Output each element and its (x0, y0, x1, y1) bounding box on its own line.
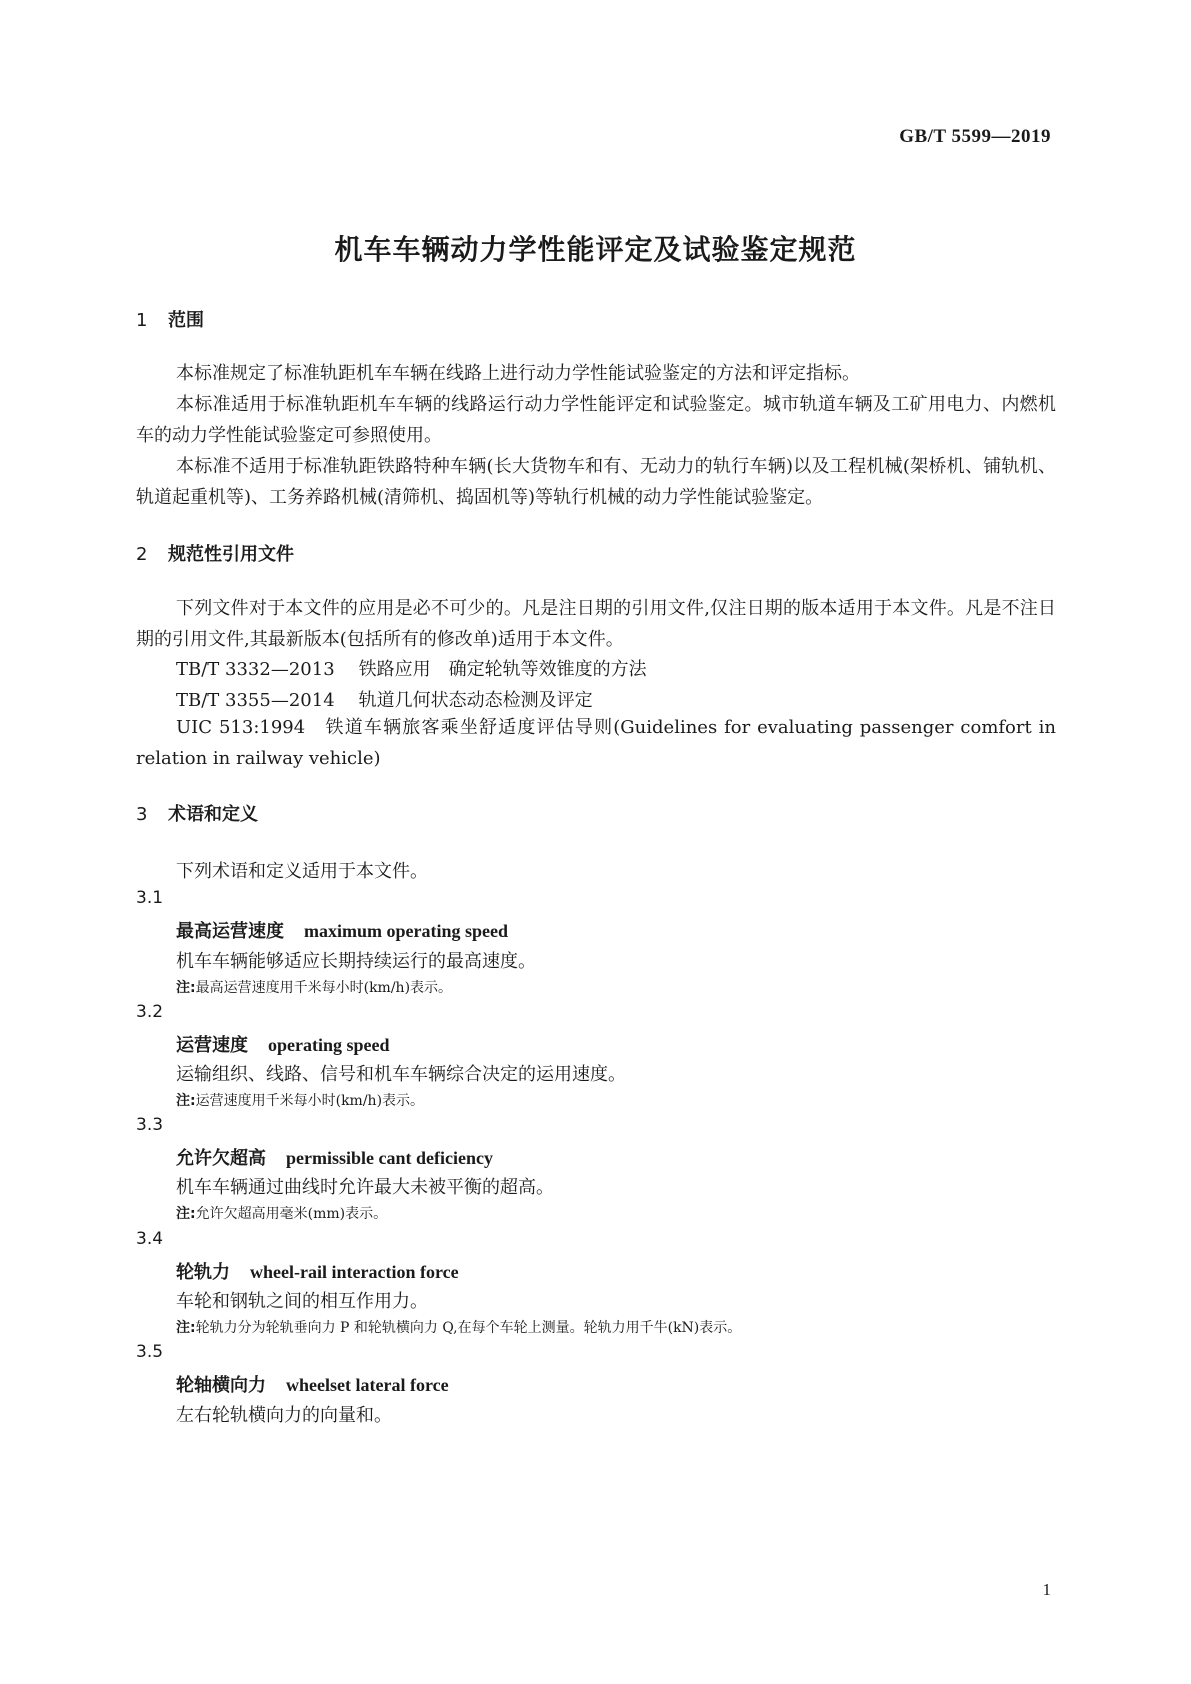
term-name-english: operating speed (268, 1035, 390, 1055)
term-note (176, 977, 452, 997)
term-number: 3.2 (136, 1002, 164, 1022)
standard-number: GB/T 5599—2019 (899, 126, 1051, 147)
term-name (176, 1144, 493, 1170)
document-title: 机车车辆动力学性能评定及试验鉴定规范 (334, 233, 857, 266)
term-definition: 机车车辆通过曲线时允许最大未被平衡的超高。 (176, 1177, 554, 1198)
term-name-chinese: 允许欠超高 (176, 1148, 266, 1169)
term-name (176, 1031, 390, 1057)
term-note (176, 1203, 387, 1223)
term-name-english: maximum operating speed (304, 921, 508, 941)
term-definition: 车轮和钢轨之间的相互作用力。 (176, 1291, 428, 1312)
note-text: 轮轨力分为轮轨垂向力 P 和轮轨横向力 Q,在每个车轮上测量。轮轨力用千牛(kN)表示。 (195, 1320, 742, 1336)
term-name (176, 917, 508, 943)
section-3-heading (136, 800, 258, 826)
section-title: 范围 (168, 310, 204, 331)
note-text: 允许欠超高用毫米(mm)表示。 (195, 1206, 388, 1222)
term-name-english: wheel-rail interaction force (250, 1262, 459, 1282)
term-name-chinese: 最高运营速度 (176, 921, 284, 942)
section-2-paragraph-1: 下列文件对于本文件的应用是必不可少的。凡是注日期的引用文件,仅注日期的版本适用于本文件。凡是不注日期的引用文件,其最新版本(包括所有的修改单)适用于本文件。 (136, 598, 1056, 650)
reference-code: TB/T 3355—2014 (176, 690, 335, 711)
section-1-heading (136, 306, 204, 332)
section-number: 2 (136, 544, 148, 565)
term-note (176, 1090, 424, 1110)
note-label: 注: (176, 1320, 196, 1336)
term-name (176, 1371, 449, 1397)
term-name-english: wheelset lateral force (286, 1375, 449, 1395)
term-note (176, 1317, 741, 1337)
section-1-paragraph-3: 本标准不适用于标准轨距铁路特种车辆(长大货物车和有、无动力的轨行车辆)以及工程机械(架桥机、铺轨机、轨道起重机等)、工务养路机械(清筛机、捣固机等)等轨行机械的动力学性能试验鉴定。 (136, 456, 1056, 508)
term-name-english: permissible cant deficiency (286, 1148, 493, 1168)
section-title: 规范性引用文件 (168, 544, 294, 565)
note-label: 注: (176, 980, 196, 996)
section-3-intro: 下列术语和定义适用于本文件。 (176, 861, 428, 882)
section-1-paragraph-2: 本标准适用于标准轨距机车车辆的线路运行动力学性能评定和试验鉴定。城市轨道车辆及工矿用电力、内燃机车的动力学性能试验鉴定可参照使用。 (136, 394, 1056, 446)
note-text: 最高运营速度用千米每小时(km/h)表示。 (195, 980, 453, 996)
term-number: 3.1 (136, 888, 164, 908)
term-definition: 机车车辆能够适应长期持续运行的最高速度。 (176, 951, 536, 972)
term-number: 3.3 (136, 1115, 164, 1135)
page-number: 1 (1042, 1580, 1051, 1599)
note-label: 注: (176, 1206, 196, 1222)
term-definition: 左右轮轨横向力的向量和。 (176, 1405, 392, 1426)
reference-item (176, 686, 593, 712)
term-name-chinese: 轮轨力 (176, 1262, 230, 1283)
reference-item (176, 655, 647, 681)
section-2-heading (136, 540, 294, 566)
term-number: 3.5 (136, 1342, 164, 1362)
reference-item-uic: UIC 513:1994 铁道车辆旅客乘坐舒适度评估导则(Guidelines for evaluating passenger comfort in relation in railway vehicle) (136, 717, 1056, 769)
section-title: 术语和定义 (168, 804, 258, 825)
note-text: 运营速度用千米每小时(km/h)表示。 (195, 1093, 425, 1109)
term-name-chinese: 运营速度 (176, 1035, 248, 1056)
section-number: 3 (136, 804, 148, 825)
term-definition: 运输组织、线路、信号和机车车辆综合决定的运用速度。 (176, 1064, 626, 1085)
reference-title: 铁路应用 确定轮轨等效锥度的方法 (358, 659, 647, 680)
reference-title: 轨道几何状态动态检测及评定 (358, 690, 593, 711)
term-number: 3.4 (136, 1229, 164, 1249)
term-name-chinese: 轮轴横向力 (176, 1375, 266, 1396)
section-number: 1 (136, 310, 148, 331)
note-label: 注: (176, 1093, 196, 1109)
reference-code: TB/T 3332—2013 (176, 659, 335, 680)
term-name (176, 1258, 459, 1284)
section-1-paragraph-1: 本标准规定了标准轨距机车车辆在线路上进行动力学性能试验鉴定的方法和评定指标。 (176, 363, 860, 384)
